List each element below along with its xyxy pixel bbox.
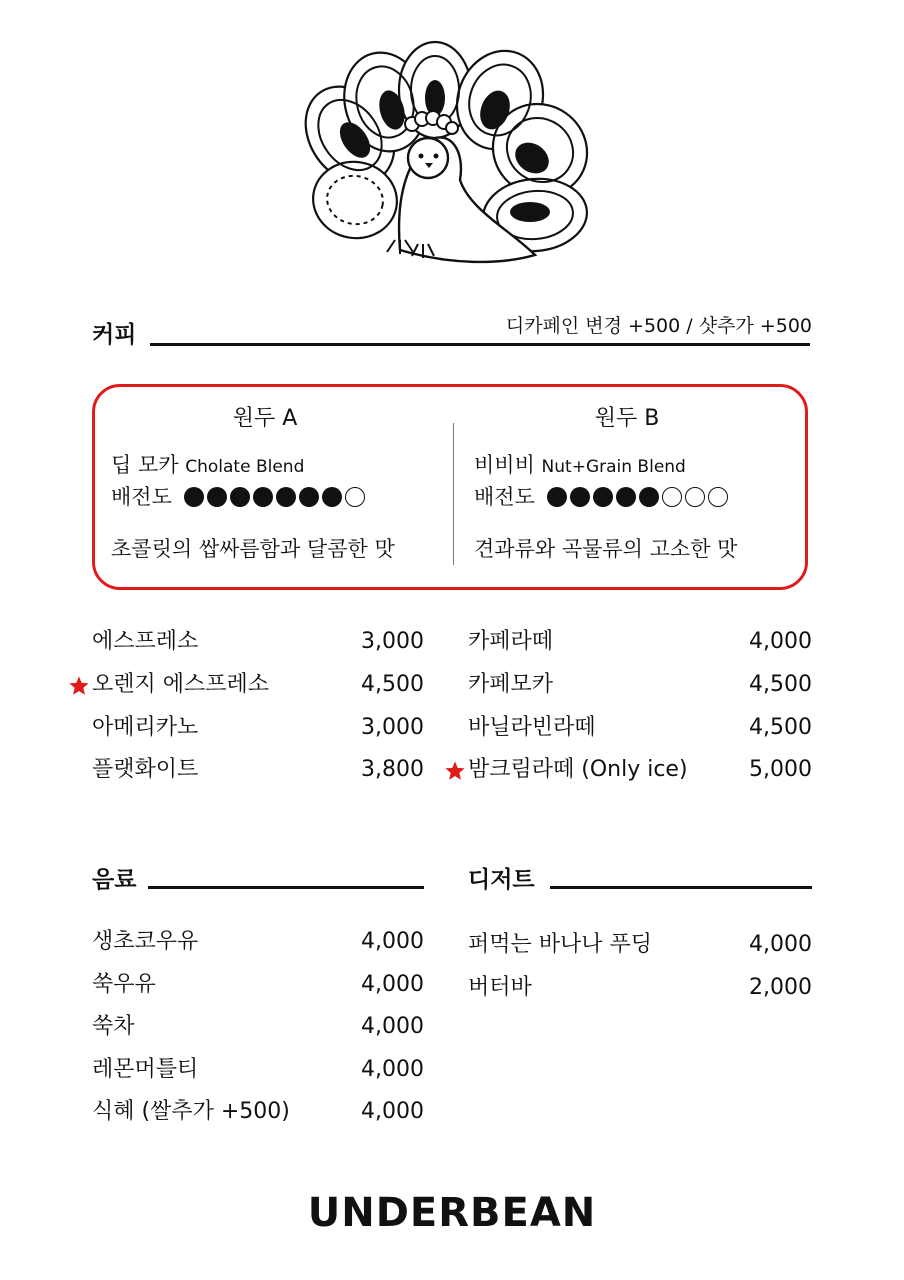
menu-item <box>468 669 812 701</box>
roast-dot-filled <box>207 487 227 507</box>
red-star-icon <box>444 760 466 782</box>
roast-dot-empty <box>662 487 682 507</box>
bean-b-roast-dots <box>547 487 728 507</box>
menu-item <box>468 712 812 744</box>
drinks-divider <box>148 886 424 889</box>
bean-b-title: 원두 B <box>594 406 660 431</box>
menu-item-price: 4,000 <box>361 929 424 954</box>
menu-item <box>92 754 424 786</box>
bean-a-title: 원두 A <box>232 406 298 431</box>
menu-item-price: 3,800 <box>361 757 424 782</box>
menu-item-name: 바닐라빈라떼 <box>468 715 596 740</box>
bean-b-desc: 견과류와 곡물류의 고소한 맛 <box>474 537 738 561</box>
menu-item-name: 퍼먹는 바나나 푸딩 <box>468 932 653 957</box>
roast-dot-filled <box>616 487 636 507</box>
menu-item-name: 쑥우유 <box>92 972 156 997</box>
menu-item <box>92 712 424 744</box>
coffee-option-note: 디카페인 변경 +500 / 샷추가 +500 <box>505 315 812 337</box>
menu-item-name: 레몬머틀티 <box>92 1057 199 1082</box>
roast-dot-filled <box>253 487 273 507</box>
bean-a-name <box>111 451 304 481</box>
menu-item <box>92 1011 424 1043</box>
menu-item <box>92 926 424 958</box>
menu-item-name: 버터바 <box>468 975 532 1000</box>
menu-item-price: 3,000 <box>361 629 424 654</box>
menu-item-name: 오렌지 에스프레소 <box>92 672 270 697</box>
menu-item <box>468 972 812 1004</box>
roast-dot-filled <box>322 487 342 507</box>
roast-dot-empty <box>685 487 705 507</box>
bean-a-desc: 초콜릿의 쌉싸름함과 달콤한 맛 <box>111 537 395 561</box>
dessert-section-title: 디저트 <box>468 867 535 893</box>
bean-divider <box>453 423 454 565</box>
menu-item-price: 4,000 <box>749 629 812 654</box>
menu-item-name: 에스프레소 <box>92 629 199 654</box>
menu-item <box>92 969 424 1001</box>
bean-info-box <box>92 384 808 590</box>
roast-dot-filled <box>230 487 250 507</box>
menu-item-name: 쑥차 <box>92 1014 135 1039</box>
bean-b-name-en: Nut+Grain Blend <box>541 457 686 477</box>
bean-a-name-en: Cholate Blend <box>185 457 305 477</box>
bean-a-name-ko: 딥 모카 <box>111 453 179 477</box>
menu-item-price: 4,500 <box>749 715 812 740</box>
roast-dot-filled <box>593 487 613 507</box>
menu-item-price: 4,000 <box>361 1057 424 1082</box>
menu-item-price: 4,000 <box>749 932 812 957</box>
menu-item <box>468 929 812 961</box>
peacock-logo-icon <box>300 40 600 270</box>
roast-dot-filled <box>547 487 567 507</box>
roast-dot-filled <box>299 487 319 507</box>
menu-item <box>92 1096 424 1128</box>
roast-dot-filled <box>184 487 204 507</box>
roast-dot-filled <box>639 487 659 507</box>
bean-b-name-ko: 비비비 <box>474 453 535 477</box>
menu-item-price: 4,000 <box>361 1099 424 1124</box>
menu-item-name: 밤크림라떼 (Only ice) <box>468 757 688 782</box>
brand-name: UNDERBEAN <box>307 1190 597 1236</box>
menu-item-price: 3,000 <box>361 715 424 740</box>
roast-dot-empty <box>345 487 365 507</box>
menu-item-price: 4,000 <box>361 1014 424 1039</box>
bean-a-roast-dots <box>184 487 365 507</box>
menu-item-name: 플랫화이트 <box>92 757 199 782</box>
roast-dot-empty <box>708 487 728 507</box>
menu-item-price: 4,500 <box>361 672 424 697</box>
menu-item-name: 생초코우유 <box>92 929 199 954</box>
coffee-divider <box>150 343 810 346</box>
bean-a-roast <box>111 483 365 511</box>
menu-item-name: 식혜 (쌀추가 +500) <box>92 1099 290 1124</box>
drinks-section-title: 음료 <box>92 867 137 893</box>
menu-item <box>92 626 424 658</box>
menu-item-name: 아메리카노 <box>92 715 199 740</box>
menu-item <box>92 1054 424 1086</box>
bean-b-roast <box>474 483 728 511</box>
menu-item <box>468 754 812 786</box>
menu-item-price: 4,000 <box>361 972 424 997</box>
bean-a-roast-label: 배전도 <box>111 485 172 509</box>
menu-item-price: 5,000 <box>749 757 812 782</box>
menu-item-price: 2,000 <box>749 975 812 1000</box>
menu-item-name: 카페모카 <box>468 672 554 697</box>
menu-item <box>468 626 812 658</box>
bean-b-name <box>474 451 686 481</box>
menu-item <box>92 669 424 701</box>
menu-item-price: 4,500 <box>749 672 812 697</box>
menu-item-name: 카페라떼 <box>468 629 554 654</box>
bean-b-roast-label: 배전도 <box>474 485 535 509</box>
roast-dot-filled <box>276 487 296 507</box>
coffee-section-title: 커피 <box>92 322 137 348</box>
dessert-divider <box>550 886 812 889</box>
roast-dot-filled <box>570 487 590 507</box>
red-star-icon <box>68 675 90 697</box>
